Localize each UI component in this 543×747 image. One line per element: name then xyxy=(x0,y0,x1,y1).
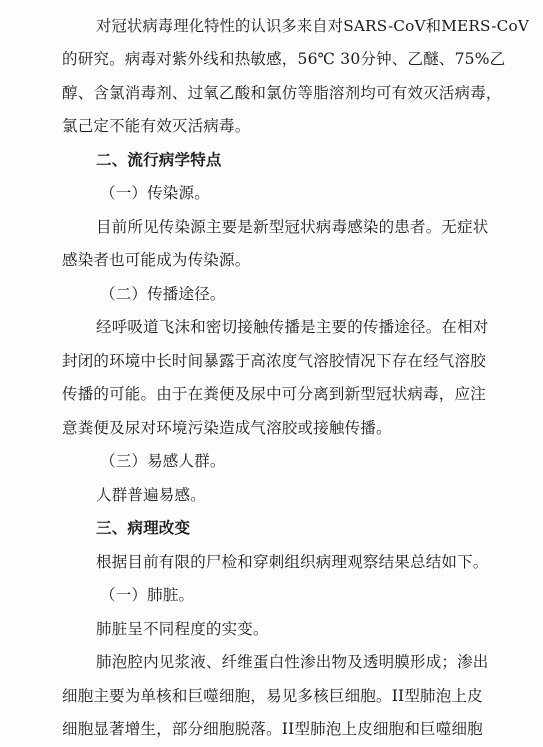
paragraph-line: 目前所见传染源主要是新型冠状病毒感染的患者。无症状 xyxy=(96,218,489,236)
paragraph-line: 封闭的环境中长时间暴露于高浓度气溶胶情况下存在经气溶胶 xyxy=(62,352,486,370)
paragraph-line: 根据目前有限的尸检和穿刺组织病理观察结果总结如下。 xyxy=(96,553,489,571)
paragraph-line: 对冠状病毒理化特性的认识多来自对SARS-CoV和MERS-CoV xyxy=(96,17,530,35)
paragraph-line: 感染者也可能成为传染源。 xyxy=(62,251,251,269)
paragraph-line: 肺脏呈不同程度的实变。 xyxy=(96,620,269,638)
paragraph-line: 氯己定不能有效灭活病毒。 xyxy=(62,117,251,135)
subsection-heading: （三）易感人群。 xyxy=(100,452,226,470)
paragraph-line: 经呼吸道飞沫和密切接触传播是主要的传播途径。在相对 xyxy=(96,318,489,336)
paragraph-line: 醇、含氯消毒剂、过氧乙酸和氯仿等脂溶剂均可有效灭活病毒， xyxy=(62,84,502,102)
section-heading: 二、流行病学特点 xyxy=(96,151,222,169)
subsection-heading: （一）肺脏。 xyxy=(100,586,195,604)
paragraph-line: 肺泡腔内见浆液、纤维蛋白性渗出物及透明膜形成；渗出 xyxy=(96,653,489,671)
paragraph-line: 人群普遍易感。 xyxy=(96,486,206,504)
paragraph-line: 细胞显著增生，部分细胞脱落。II型肺泡上皮细胞和巨噬细胞 xyxy=(62,720,483,738)
paragraph-line: 传播的可能。由于在粪便及尿中可分离到新型冠状病毒，应注 xyxy=(62,385,486,403)
paragraph-line: 的研究。病毒对紫外线和热敏感，56℃ 30分钟、乙醚、75%乙 xyxy=(62,50,506,68)
subsection-heading: （一）传染源。 xyxy=(100,184,210,202)
subsection-heading: （二）传播途径。 xyxy=(100,285,226,303)
paragraph-line: 意粪便及尿对环境污染造成气溶胶或接触传播。 xyxy=(62,419,392,437)
section-heading: 三、病理改变 xyxy=(96,519,191,537)
paragraph-line: 细胞主要为单核和巨噬细胞，易见多核巨细胞。II型肺泡上皮 xyxy=(62,687,483,705)
